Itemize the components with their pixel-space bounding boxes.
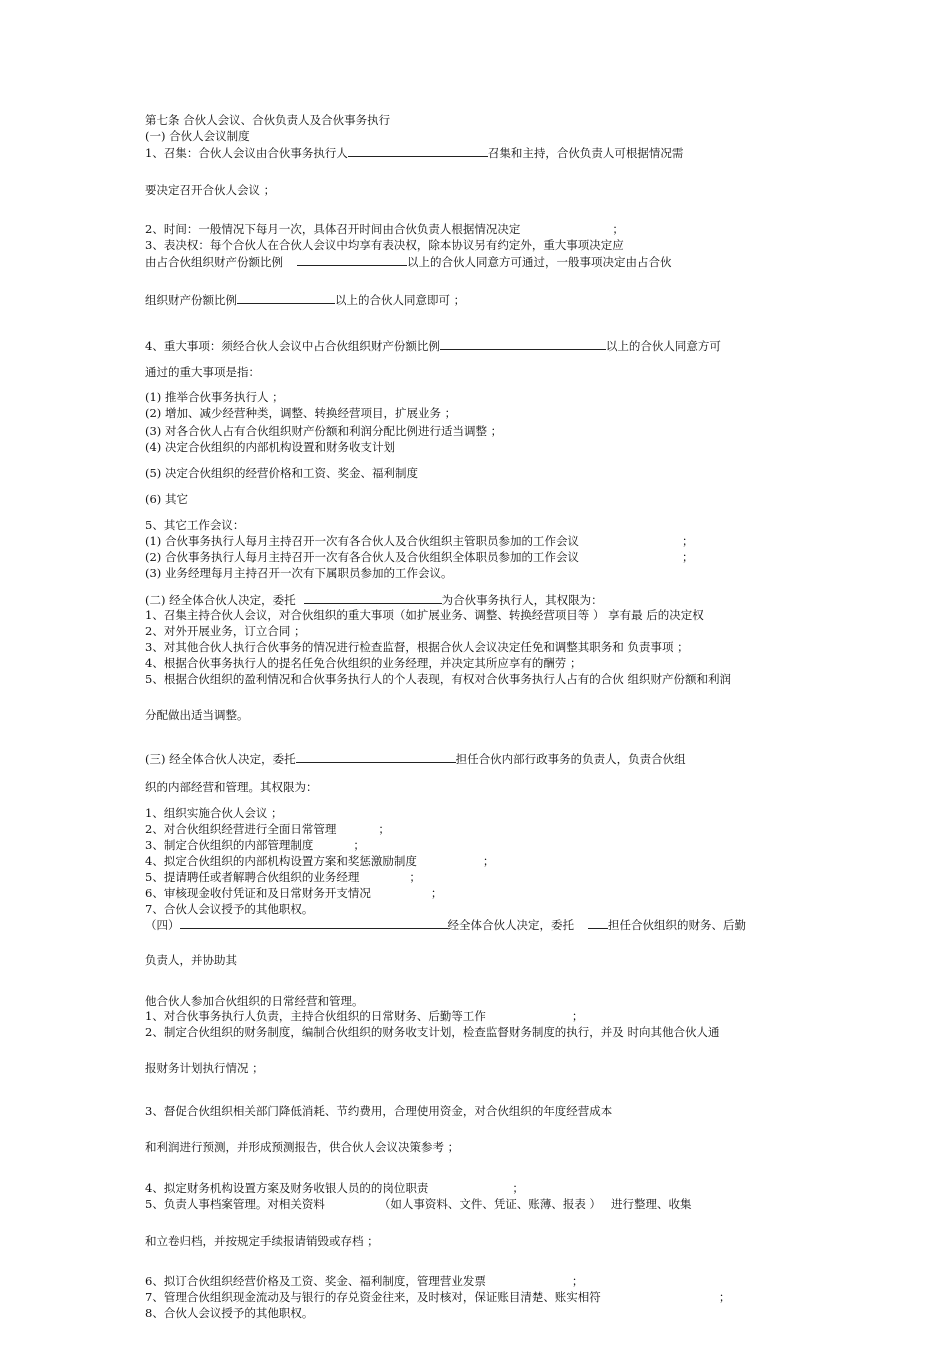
list-item: 6、拟订合伙组织经营价格及工资、奖金、福利制度，管理营业发票 ； [145,1274,584,1288]
blank-field [588,917,608,929]
clause-convene: 1、召集：合伙人会议由合伙事务执行人 召集和主持，合伙负责人可根据情况需 [145,146,684,160]
list-item: 5、提请聘任或者解聘合伙组织的业务经理 ； [145,870,421,884]
list-item: (4) 决定合伙组织的内部机构设置和财务收支计划 [145,440,395,454]
blank-field [296,751,456,763]
list-item: 3、制定合伙组织的内部管理制度 ； [145,838,365,852]
clause-major: 4、重大事项：须经合伙人会议中占合伙组织财产份额比例 以上的合伙人同意方可 [145,339,721,353]
list-item: 4、拟定合伙组织的内部机构设置方案和奖惩激励制度 ； [145,854,495,868]
blank-field [304,592,442,604]
clause-vote: 3、表决权：每个合伙人在合伙人会议中均享有表决权，除本协议另有约定外，重大事项决定应 [145,238,624,252]
section-1-title: (一) 合伙人会议制度 [145,129,250,143]
section-4-cont: 负责人，并协助其 [145,953,237,967]
list-item: 2、制定合伙组织的财务制度，编制合伙组织的财务收支计划，检查监督财务制度的执行，并及 时向其他合伙人通 [145,1025,720,1039]
list-item: 3、对其他合伙人执行合伙事务的情况进行检查监督，根据合伙人会议决定任免和调整其职务和 负责事项 ； [145,640,689,654]
section-2-title: (二) 经全体合伙人决定，委托 为合伙事务执行人，其权限为： [145,593,603,607]
clause-meetings: 5、其它工作会议： [145,518,245,532]
clause-major-cont: 通过的重大事项是指： [145,365,260,379]
list-item: (2) 增加、减少经营种类，调整、转换经营项目，扩展业务 ； [145,406,457,420]
list-item: (6) 其它 [145,492,188,506]
blank-field [180,917,448,929]
list-item: 5、负责人事档案管理。对相关资料 （如人事资料、文件、凭证、账薄、报表 ） 进行整理、收集 [145,1197,692,1211]
list-item: 2、对合伙组织经营进行全面日常管理 ； [145,822,390,836]
section-3-title: (三) 经全体合伙人决定，委托 担任合伙内部行政事务的负责人，负责合伙组 [145,752,686,766]
clause-vote-cont: 由占合伙组织财产份额比例 以上的合伙人同意方可通过，一般事项决定由占合伙 [145,255,672,269]
blank-field [237,292,335,304]
list-item-cont: 和立卷归档，并按规定手续报请销毁或存档 ； [145,1234,379,1248]
list-item: 1、组织实施合伙人会议 ； [145,806,283,820]
blank-field [348,145,488,157]
blank-field [440,338,606,350]
clause-time: 2、时间：一般情况下每月一次，具体召开时间由合伙负责人根据情况决定 ； [145,222,624,236]
list-item: 1、召集主持合伙人会议，对合伙组织的重大事项（如扩展业务、调整、转换经营项目等 ） 享有最 后的决定权 [145,608,704,622]
list-item: 6、审核现金收付凭证和及日常财务开支情况 ； [145,886,443,900]
list-item: 5、根据合伙组织的盈利情况和合伙事务执行人的个人表现，有权对合伙事务执行人占有的合伙 组织财产份额和利润 [145,672,731,686]
list-item-cont: 和利润进行预测，并形成预测报告，供合伙人会议决策参考 ； [145,1140,460,1154]
section-4-cont2: 他合伙人参加合伙组织的日常经营和管理。 [145,994,364,1008]
list-item: 1、对合伙事务执行人负责，主持合伙组织的日常财务、后勤等工作 ； [145,1009,584,1023]
list-item: (3) 业务经理每月主持召开一次有下属职员参加的工作会议。 [145,566,453,580]
list-item-cont: 分配做出适当调整。 [145,708,249,722]
blank-field [297,254,407,266]
clause-vote-cont2: 组织财产份额比例 以上的合伙人同意即可 ； [145,293,466,307]
list-item: (3) 对各合伙人占有合伙组织财产份额和利润分配比例进行适当调整 ； [145,424,503,438]
list-item: (1) 合伙事务执行人每月主持召开一次有各合伙人及合伙组织主管职员参加的工作会议 ； [145,534,694,548]
article-heading: 第七条 合伙人会议、合伙负责人及合伙事务执行 [145,113,391,127]
section-3-cont: 织的内部经营和管理。其权限为： [145,780,318,794]
list-item: 7、管理合伙组织现金流动及与银行的存兑资金往来，及时核对，保证账目清楚、账实相符 ； [145,1290,731,1304]
list-item: 4、拟定财务机构设置方案及财务收银人员的的岗位职责 ； [145,1181,524,1195]
list-item: (5) 决定合伙组织的经营价格和工资、奖金、福利制度 [145,466,418,480]
list-item-cont: 报财务计划执行情况 ； [145,1061,264,1075]
clause-convene-cont: 要决定召开合伙人会议 ； [145,183,276,197]
list-item: (2) 合伙事务执行人每月主持召开一次有各合伙人及合伙组织全体职员参加的工作会议 ； [145,550,694,564]
list-item: 7、合伙人会议授予的其他职权。 [145,902,314,916]
list-item: 8、合伙人会议授予的其他职权。 [145,1306,314,1320]
list-item: 4、根据合伙事务执行人的提名任免合伙组织的业务经理，并决定其所应享有的酬劳 ； [145,656,582,670]
list-item: 3、督促合伙组织相关部门降低消耗、节约费用，合理使用资金，对合伙组织的年度经营成本 [145,1104,613,1118]
list-item: (1) 推举合伙事务执行人 ； [145,390,284,404]
list-item: 2、对外开展业务，订立合同 ； [145,624,306,638]
section-4-title: （四） 经全体合伙人决定，委托 担任合伙组织的财务、后勤 [145,918,746,932]
